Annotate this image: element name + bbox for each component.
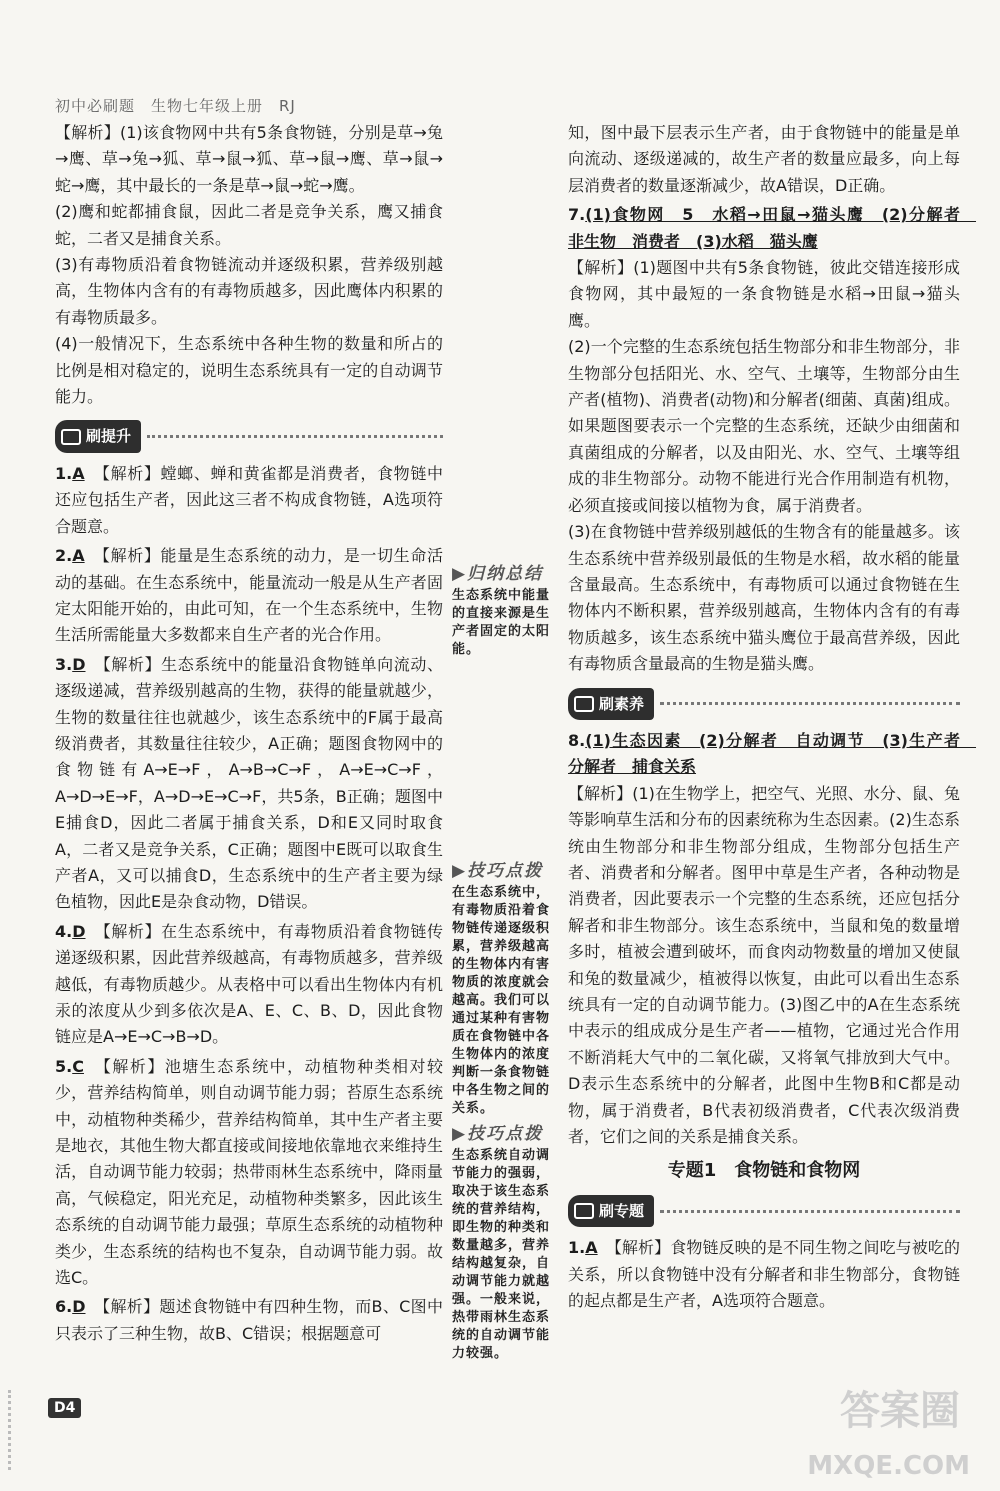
answer-paragraph: 【解析】(1)题图中共有5条食物链，彼此交错连接形成食物网，其中最短的一条食物链是水稻→田鼠→猫头鹰。 bbox=[568, 258, 960, 330]
section-badge: 刷素养 bbox=[568, 688, 654, 720]
book-icon bbox=[574, 1203, 594, 1219]
answer-paragraph: 【解析】(1)在生物学上，把空气、光照、水分、鼠、兔等影响草生活和分布的因素统称为生态因素。(2)生态系统由生物部分和非生物部分组成，生物部分包括生产者、消费者和分解者。图甲中草是生产者，各种动物是消费者，因此要表示一个完整的生态系统，还应包括分解者和非生物部分。该生态系统中，当鼠和兔的数量增多时，植被会遭到破坏，而食肉动物数量的增加又使鼠和兔的数量减少，植被得以恢复，由此可以看出生态系统具有一定的自动调节能力。(3)图乙中的A在生态系统中表示的组成成分是生产者——植物，它通过光合作用不断消耗大气中的二氧化碳，又将氧气排放到大气中。D表示生态系统中的分解者，此图中生物B和C都是动物，属于消费者，B代表初级消费者，C代表次级消费者，它们之间的关系是捕食关系。 bbox=[568, 783, 960, 1147]
question-answer: 5.C 【解析】池塘生态系统中，动植物种类相对较少，营养结构简单，则自动调节能力弱；苔原生态系统中，动植物种类稀少，营养结构简单，其中生产者主要是地衣，其他生物大都直接或间接地依靠地衣来维持生活，自动调节能力较弱；热带雨林生态系统中，降雨量高，气候稳定，阳光充足，动植物种类繁多，因此该生态系统的自动调节能力最强；草原生态系统的动植物种类少，生态系统的结构也不复杂，自动调节能力弱。故选C。 bbox=[55, 1056, 443, 1288]
dotted-divider bbox=[660, 702, 960, 705]
side-note-title: ▶归纳总结 bbox=[452, 564, 544, 584]
book-icon bbox=[61, 429, 81, 445]
answer-paragraph: (3)有毒物质沿着食物链流动并逐级积累，营养级别越高，生物体内含有的有毒物质越多，因此鹰体内积累的有毒物质最多。 bbox=[55, 255, 443, 327]
answer-paragraph: (2)鹰和蛇都捕食鼠，因此二者是竞争关系，鹰又捕食蛇，二者又是捕食关系。 bbox=[55, 202, 443, 248]
dotted-divider bbox=[147, 435, 443, 438]
section-band-shua-tisheng bbox=[55, 420, 443, 452]
watermark-logo: 答案圈 bbox=[840, 1388, 960, 1434]
question-answer: 1.A 【解析】螳螂、蝉和黄雀都是消费者，食物链中还应包括生产者，因此这三者不构成食物链，A选项符合题意。 bbox=[55, 463, 443, 536]
question-answer: 7.(1)食物网 5 水稻→田鼠→猫头鹰 (2)分解者 非生物 消费者 (3)水稻 猫头鹰 bbox=[568, 205, 977, 251]
section-badge: 刷专题 bbox=[568, 1195, 654, 1227]
question-answer: 6.D 【解析】题述食物链中有四种生物，而B、C图中只表示了三种生物，故B、C错误；根据题意可 bbox=[55, 1297, 443, 1343]
section-band-shua-suyang bbox=[568, 688, 960, 720]
page-header: 初中必刷题 生物七年级上册 RJ bbox=[55, 97, 296, 115]
answer-paragraph: (2)一个完整的生态系统包括生物部分和非生物部分，非生物部分包括阳光、水、空气、土壤等，生物部分由生产者(植物)、消费者(动物)和分解者(细菌、真菌)组成。如果题图要表示一个完整的生态系统，还缺少由细菌和真菌组成的分解者，以及由阳光、水、空气、土壤等组成的非生物部分。动物不能进行光合作用制造有机物，必须直接或间接以植物为食，属于消费者。 bbox=[568, 337, 960, 515]
dotted-divider bbox=[660, 1210, 960, 1213]
answer-paragraph: (3)在食物链中营养级别越低的生物含有的能量越多。该生态系统中营养级别最低的生物是水稻，故水稻的能量含量最高。生态系统中，有毒物质可以通过食物链在生物体内不断积累，营养级别越高，生物体内含有的有毒物质越多，该生态系统中猫头鹰位于最高营养级，因此有毒物质含量最高的生物是猫头鹰。 bbox=[568, 522, 960, 674]
side-note-title: ▶技巧点拨 bbox=[452, 861, 544, 881]
section-band-shua-zhuanti bbox=[568, 1195, 960, 1227]
side-note-title: ▶技巧点拨 bbox=[452, 1124, 544, 1144]
answer-paragraph: 知，图中最下层表示生产者，由于食物链中的能量是单向流动、逐级递减的，故生产者的数量应最多，向上每层消费者的数量逐渐减少，故A错误，D正确。 bbox=[568, 123, 960, 195]
side-note-summary bbox=[452, 565, 560, 659]
question-answer: 2.A 【解析】能量是生态系统的动力，是一切生命活动的基础。在生态系统中，能量流动一般是从生产者固定太阳能开始的，由此可知，在一个生态系统中，生物生活所需能量大多数都来自生产者的光合作用。 bbox=[55, 546, 443, 645]
right-column bbox=[568, 120, 977, 1314]
question-answer: 3.D 【解析】生态系统中的能量沿食物链单向流动、逐级递减，营养级别越高的生物，获得的能量就越少，生物的数量往往也就越少，该生态系统中的F属于最高级消费者，其数量往往较少，A正确；题图食物网中的食物链有A→E→F，A→B→C→F，A→E→C→F，A→D→E→F，A→D→E→C→F，共5条，B正确；题图中E捕食D，因此二者属于捕食关系，D和E又同时取食A，二者又是竞争关系，C正确；题图中E既可以取食生产者A，又可以捕食D，生态系统中的生产者主要为绿色植物，因此E是杂食动物，D错误。 bbox=[55, 654, 443, 912]
side-note-tip bbox=[452, 862, 560, 1118]
topic-title: 专题1 食物链和食物网 bbox=[667, 1160, 861, 1182]
watermark-url: MXQE.COM bbox=[807, 1451, 970, 1481]
page-number: D4 bbox=[48, 1398, 81, 1418]
side-note-text: 在生态系统中，有毒物质沿着食物链传递逐级积累，营养级越高的生物体内有害物质的浓度就会越高。我们可以通过某种有害物质在食物链中各生物体内的浓度判断一条食物链中各生物之间的关系。 bbox=[452, 885, 551, 1116]
answer-paragraph: (4)一般情况下，生态系统中各种生物的数量和所占的比例是相对稳定的，说明生态系统具有一定的自动调节能力。 bbox=[55, 334, 443, 407]
question-answer: 4.D 【解析】在生态系统中，有毒物质沿着食物链传递逐级积累，因此营养级越高，有毒物质越多，营养级越低，有毒物质越少。从表格中可以看出生物体内有机汞的浓度从少到多依次是A、E、C、B、D，因此食物链应是A→E→C→B→D。 bbox=[55, 921, 443, 1047]
decorative-margin-dots bbox=[8, 1390, 49, 1470]
side-note-text: 生态系统中能量的直接来源是生产者固定的太阳能。 bbox=[452, 588, 551, 657]
question-answer: 1.A 【解析】食物链反映的是不同生物之间吃与被吃的关系，所以食物链中没有分解者和非生物部分，食物链的起点都是生产者，A选项符合题意。 bbox=[568, 1238, 960, 1311]
side-note-tip bbox=[452, 1125, 560, 1363]
question-answer: 8.(1)生态因素 (2)分解者 自动调节 (3)生产者 分解者 捕食关系 bbox=[568, 730, 977, 777]
answer-paragraph: 【解析】(1)该食物网中共有5条食物链，分别是草→兔→鹰、草→兔→狐、草→鼠→狐、草→鼠→鹰、草→鼠→蛇→鹰，其中最长的一条是草→鼠→蛇→鹰。 bbox=[55, 123, 443, 195]
book-icon bbox=[574, 696, 594, 712]
section-badge: 刷提升 bbox=[55, 420, 141, 452]
left-column bbox=[55, 120, 443, 1347]
side-note-text: 生态系统自动调节能力的强弱，取决于该生态系统的营养结构，即生物的种类和数量越多，营养结构越复杂，自动调节能力就越强。一般来说，热带雨林生态系统的自动调节能力较强。 bbox=[452, 1148, 551, 1361]
